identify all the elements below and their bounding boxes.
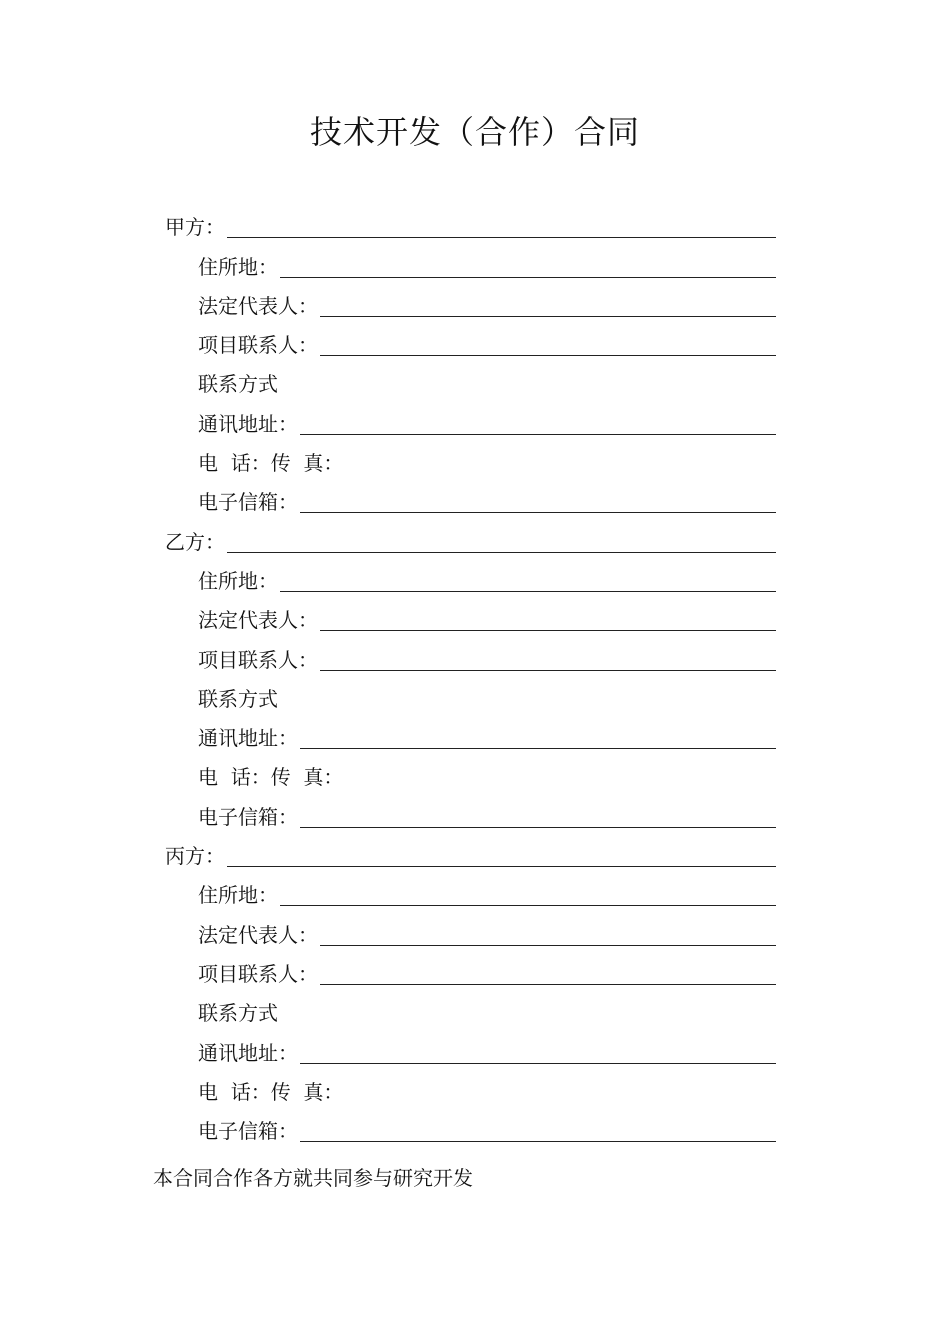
party-b-field-blank[interactable] bbox=[280, 591, 776, 592]
party-c-field-blank[interactable] bbox=[320, 984, 776, 985]
party-c-field-row bbox=[0, 873, 950, 912]
party-b-row bbox=[0, 519, 950, 558]
party-c-field-row bbox=[0, 912, 950, 951]
party-a-field-row bbox=[0, 441, 950, 480]
party-a-field-row bbox=[0, 323, 950, 362]
party-c-row bbox=[0, 834, 950, 873]
party-a-field-row bbox=[0, 284, 950, 323]
party-b-field-label: 通讯地址： bbox=[198, 726, 298, 751]
party-b-field-row bbox=[0, 716, 950, 755]
party-a-field-label: 法定代表人： bbox=[198, 293, 318, 318]
party-c-field-blank[interactable] bbox=[320, 945, 776, 946]
party-a-field-label: 电子信箱： bbox=[198, 490, 298, 515]
party-c-field-row bbox=[0, 1070, 950, 1109]
party-b-field-label: 电子信箱： bbox=[198, 804, 298, 829]
document-title: 技术开发（合作）合同 bbox=[309, 113, 640, 151]
party-a-field-blank[interactable] bbox=[300, 434, 776, 435]
party-c-field-row bbox=[0, 952, 950, 991]
party-b-name-blank[interactable] bbox=[227, 552, 776, 553]
party-c-field-label: 法定代表人： bbox=[198, 922, 318, 947]
party-c-field-label: 项目联系人： bbox=[198, 961, 318, 986]
party-c-field-blank[interactable] bbox=[300, 1063, 776, 1064]
party-b-field-blank[interactable] bbox=[300, 748, 776, 749]
party-a-field-blank[interactable] bbox=[320, 355, 776, 356]
party-c-label: 丙方： bbox=[165, 844, 225, 869]
party-a-label: 甲方： bbox=[165, 215, 225, 240]
party-b-field-blank[interactable] bbox=[320, 630, 776, 631]
closing-paragraph: 本合同合作各方就共同参与研究开发 bbox=[153, 1166, 473, 1190]
party-b-field-label: 电 话：传 真： bbox=[198, 765, 344, 790]
party-c-field-label: 通讯地址： bbox=[198, 1040, 298, 1065]
party-a-field-row bbox=[0, 480, 950, 519]
party-c-field-row bbox=[0, 1030, 950, 1069]
party-c-field-blank[interactable] bbox=[300, 1141, 776, 1142]
party-c-field-row bbox=[0, 991, 950, 1030]
party-a-name-blank[interactable] bbox=[227, 237, 776, 238]
party-b-field-row bbox=[0, 559, 950, 598]
party-a-field-row bbox=[0, 244, 950, 283]
party-c-field-label: 电 话：传 真： bbox=[198, 1079, 344, 1104]
party-a-field-row bbox=[0, 401, 950, 440]
party-b-field-row bbox=[0, 677, 950, 716]
party-a-field-label: 电 话：传 真： bbox=[198, 451, 344, 476]
party-a-field-blank[interactable] bbox=[300, 512, 776, 513]
party-a-field-label: 项目联系人： bbox=[198, 333, 318, 358]
party-c-field-row bbox=[0, 1109, 950, 1148]
party-a-field-blank[interactable] bbox=[320, 316, 776, 317]
party-b-field-label: 住所地： bbox=[198, 568, 278, 593]
party-a-field-blank[interactable] bbox=[280, 277, 776, 278]
party-b-field-row bbox=[0, 794, 950, 833]
party-b-label: 乙方： bbox=[165, 529, 225, 554]
party-a-field-label: 住所地： bbox=[198, 254, 278, 279]
party-b-field-label: 法定代表人： bbox=[198, 608, 318, 633]
party-info-form bbox=[0, 205, 950, 1148]
party-b-field-label: 联系方式 bbox=[198, 686, 278, 711]
party-a-field-label: 联系方式 bbox=[198, 372, 278, 397]
party-b-field-blank[interactable] bbox=[320, 670, 776, 671]
party-c-field-label: 电子信箱： bbox=[198, 1119, 298, 1144]
party-b-field-blank[interactable] bbox=[300, 827, 776, 828]
party-a-field-label: 通讯地址： bbox=[198, 411, 298, 436]
party-a-field-row bbox=[0, 362, 950, 401]
party-c-field-blank[interactable] bbox=[280, 905, 776, 906]
party-c-field-label: 联系方式 bbox=[198, 1001, 278, 1026]
party-b-field-row bbox=[0, 637, 950, 676]
party-b-field-row bbox=[0, 598, 950, 637]
party-b-field-label: 项目联系人： bbox=[198, 647, 318, 672]
party-a-row bbox=[0, 205, 950, 244]
party-c-name-blank[interactable] bbox=[227, 866, 776, 867]
party-b-field-row bbox=[0, 755, 950, 794]
party-c-field-label: 住所地： bbox=[198, 883, 278, 908]
